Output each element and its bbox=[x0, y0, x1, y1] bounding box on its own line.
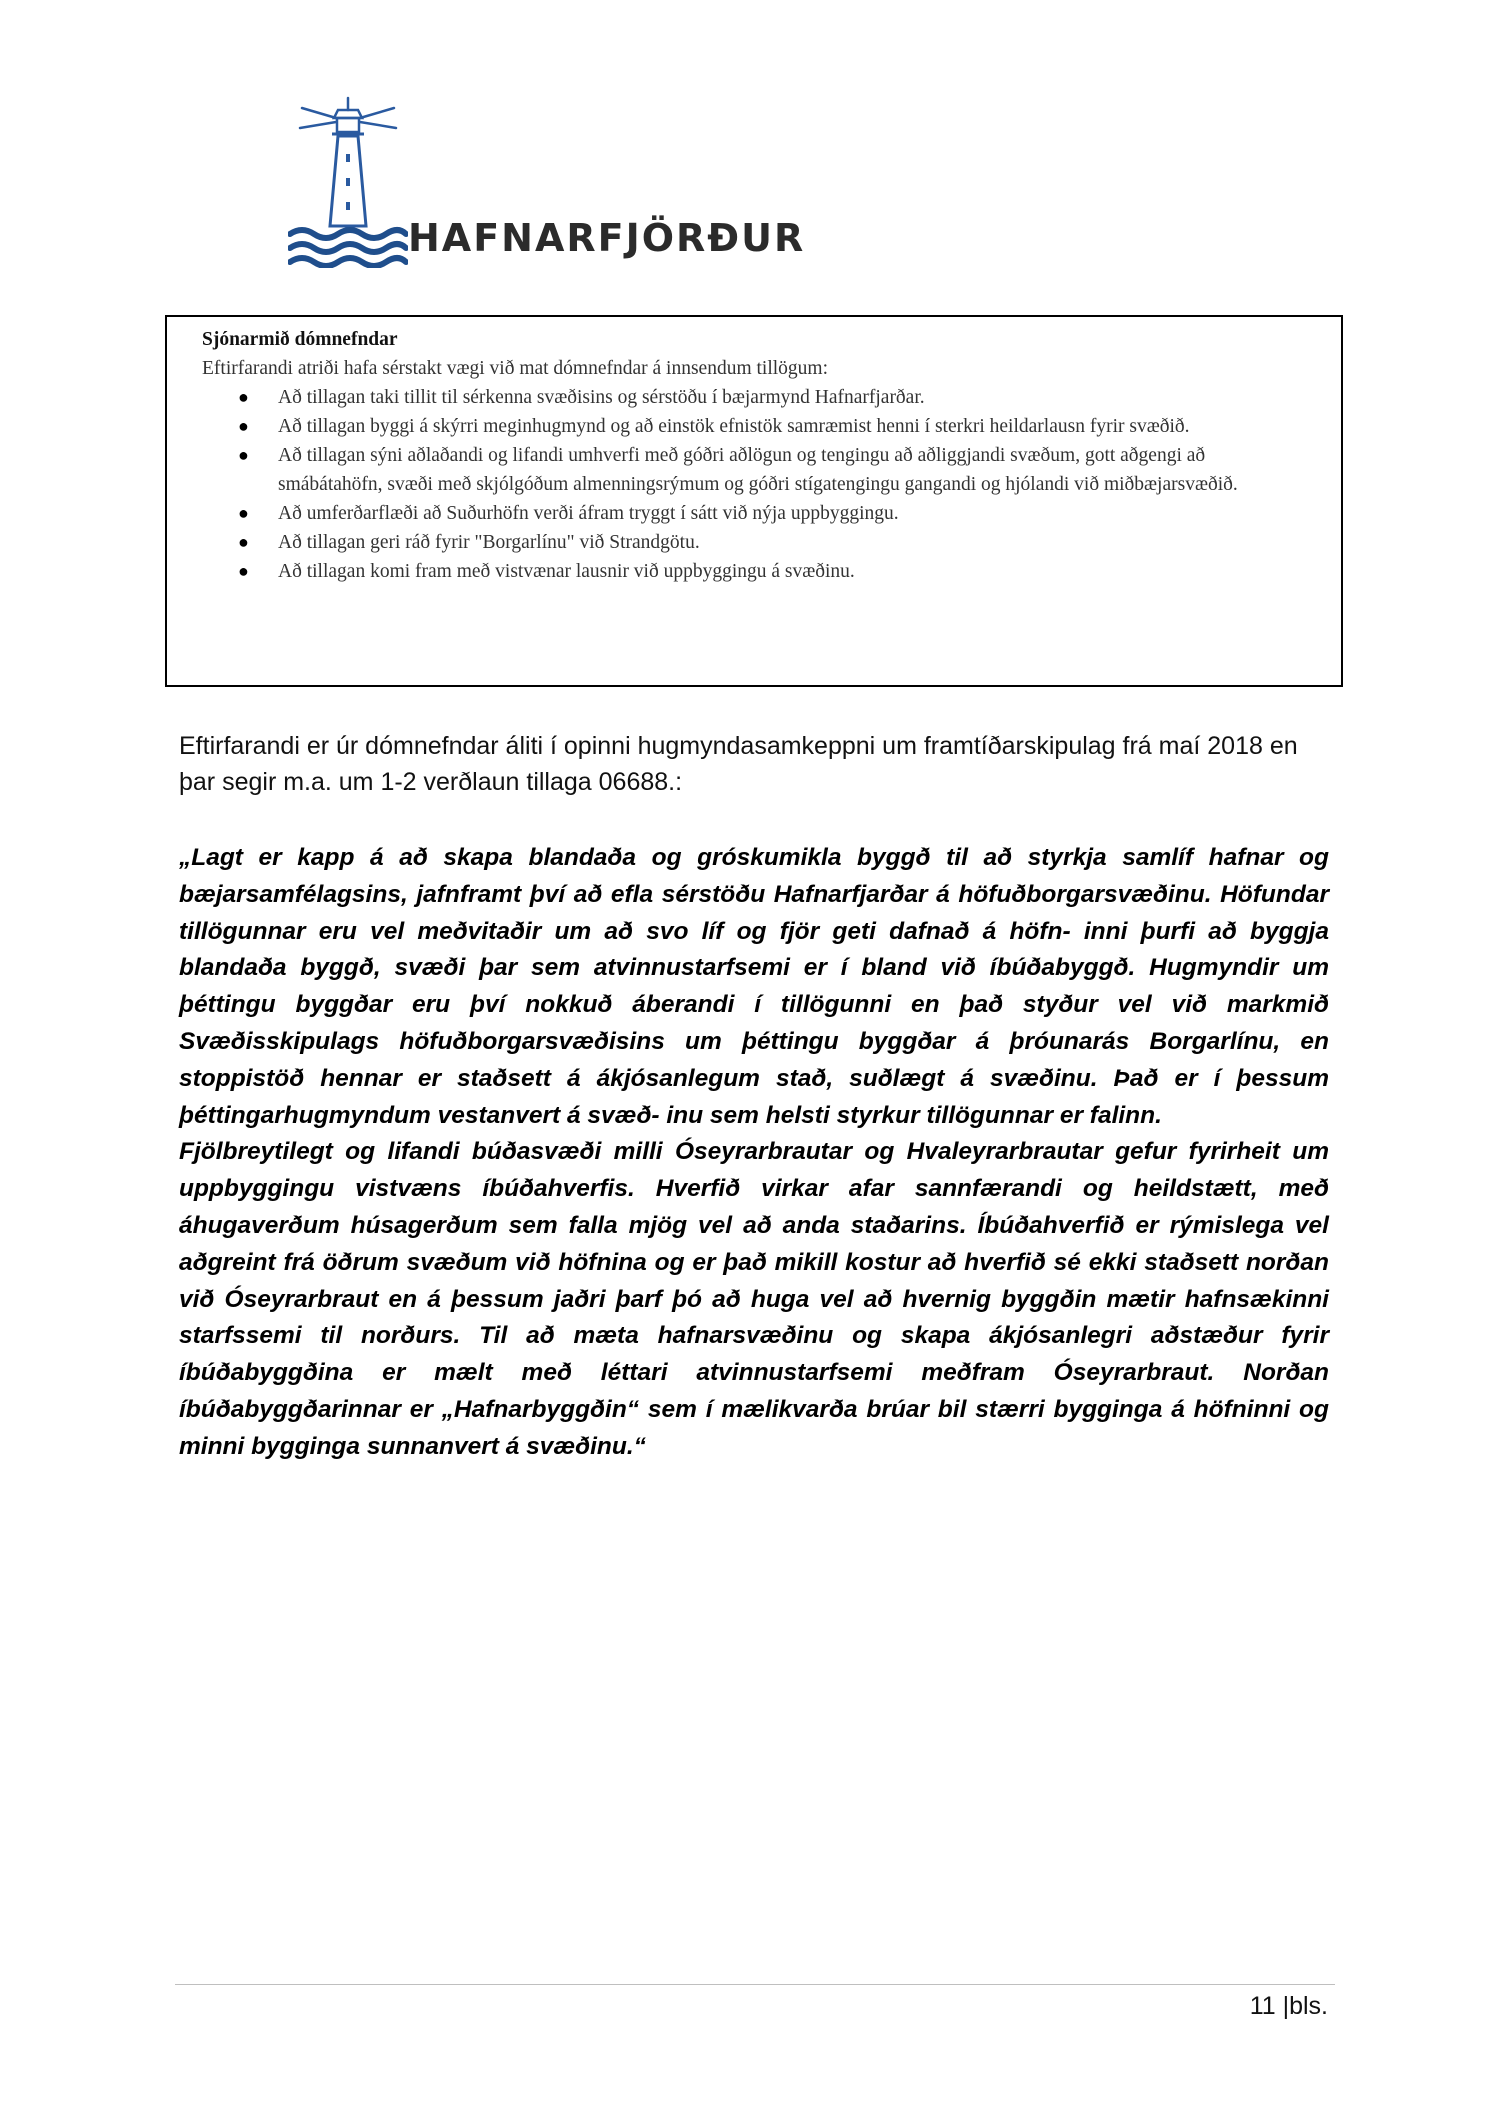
list-item bbox=[238, 499, 1258, 528]
list-item bbox=[238, 412, 1258, 441]
intro-paragraph: Eftirfarandi er úr dómnefndar áliti í opinni hugmyndasamkeppni um framtíðarskipulag frá maí 2018 en þar segir m.a. um 1-2 verðlaun tillaga 06688.: bbox=[179, 732, 1298, 796]
criteria-item-text: Að umferðarflæði að Suðurhöfn verði áfram tryggt í sátt við nýja uppbyggingu. bbox=[278, 503, 899, 524]
jury-criteria-box bbox=[165, 315, 1343, 687]
criteria-item-text: Að tillagan geri ráð fyrir "Borgarlínu" við Strandgötu. bbox=[278, 532, 700, 553]
bullet-icon: ● bbox=[238, 561, 249, 581]
page-number: 11 |bls. bbox=[1249, 1992, 1328, 2020]
bullet-icon: ● bbox=[238, 532, 249, 552]
jury-quote bbox=[179, 840, 1329, 1466]
criteria-list bbox=[202, 383, 1258, 586]
quote-paragraph-2: Fjölbreytilegt og lifandi búðasvæði milli Óseyrarbrautar og Hvaleyrarbrautar gefur fyrirheit um uppbyggingu vistvæns íbúðahverfis. Hverfið virkar afar sannfærandi og heildstætt, með áhugaverðum húsagerðum sem falla mjög vel að anda staðarins. Íbúðahverfið er rýmislega vel aðgreint frá öðrum svæðum við höfnina og er það mikill kostur að hverfið sé ekki staðsett norðan við Óseyrarbraut en á þessum jaðri þarf þó að huga vel að hvernig byggðin mætir hafnsækinni starfssemi til norðurs. Til að mæta hafnarsvæðinu og skapa ákjósanlegri aðstæður fyrir íbúðabyggðina er mælt með léttari atvinnustarfsemi meðfram Óseyrarbraut. Norðan íbúðabyggðarinnar er „Hafnarbyggðin“ sem í mælikvarða brúar bil stærri bygginga á höfninni og minni bygginga sunnanvert á svæðinu.“ bbox=[179, 1138, 1329, 1460]
criteria-item-text: Að tillagan taki tillit til sérkenna svæðisins og sérstöðu í bæjarmynd Hafnarfjarðar. bbox=[278, 387, 925, 408]
bullet-icon: ● bbox=[238, 387, 249, 407]
list-item bbox=[238, 441, 1258, 499]
quote-paragraph-1: „Lagt er kapp á að skapa blandaða og gróskumikla byggð til að styrkja samlíf hafnar og bæjarsamfélagsins, jafnframt því að efla sérstöðu Hafnarfjarðar á höfuðborgarsvæðinu. Höfundar tillögunnar eru vel meðvitaðir um að svo líf og fjör geti dafnað á höfn- inni þurfi að byggja blandaða byggð, svæði þar sem atvinnustarfsemi er í bland við íbúðabyggð. Hugmyndir um þéttingu byggðar eru því nokkuð áberandi í tillögunni en það styður vel við markmið Svæðisskipulags höfuðborgarsvæðisins um þéttingu byggðar á þróunarás Borgarlínu, en stoppistöð hennar er staðsett á ákjósanlegum stað, suðlægt á svæðinu. Það er í þessum þéttingarhugmyndum vestanvert á svæð- inu sem helsti styrkur tillögunnar er falinn. bbox=[179, 844, 1329, 1129]
list-item bbox=[238, 557, 1258, 586]
criteria-item-text: Að tillagan byggi á skýrri meginhugmynd og að einstök efnistök samræmist henni í sterkri heildarlausn fyrir svæðið. bbox=[278, 416, 1190, 437]
bullet-icon: ● bbox=[238, 445, 249, 465]
bullet-icon: ● bbox=[238, 503, 249, 523]
list-item bbox=[238, 383, 1258, 412]
bullet-icon: ● bbox=[238, 416, 249, 436]
criteria-title: Sjónarmið dómnefndar bbox=[202, 329, 398, 350]
list-item bbox=[238, 528, 1258, 557]
lighthouse-icon bbox=[288, 88, 408, 268]
hafnarfjordur-logo bbox=[288, 88, 806, 280]
footer-divider bbox=[175, 1984, 1335, 1985]
criteria-item-text: Að tillagan sýni aðlaðandi og lifandi umhverfi með góðri aðlögun og tengingu að aðliggjandi svæðum, gott aðgengi að smábátahöfn, svæði með skjólgóðum almenningsrýmum og góðri stígatengingu gangandi og hjólandi við miðbæjarsvæðið. bbox=[278, 445, 1238, 495]
criteria-intro: Eftirfarandi atriði hafa sérstakt vægi við mat dómnefndar á innsendum tillögum: bbox=[202, 358, 829, 379]
criteria-item-text: Að tillagan komi fram með vistvænar lausnir við uppbyggingu á svæðinu. bbox=[278, 561, 855, 582]
logo-wordmark: HAFNARFJÖRÐUR bbox=[408, 216, 806, 260]
